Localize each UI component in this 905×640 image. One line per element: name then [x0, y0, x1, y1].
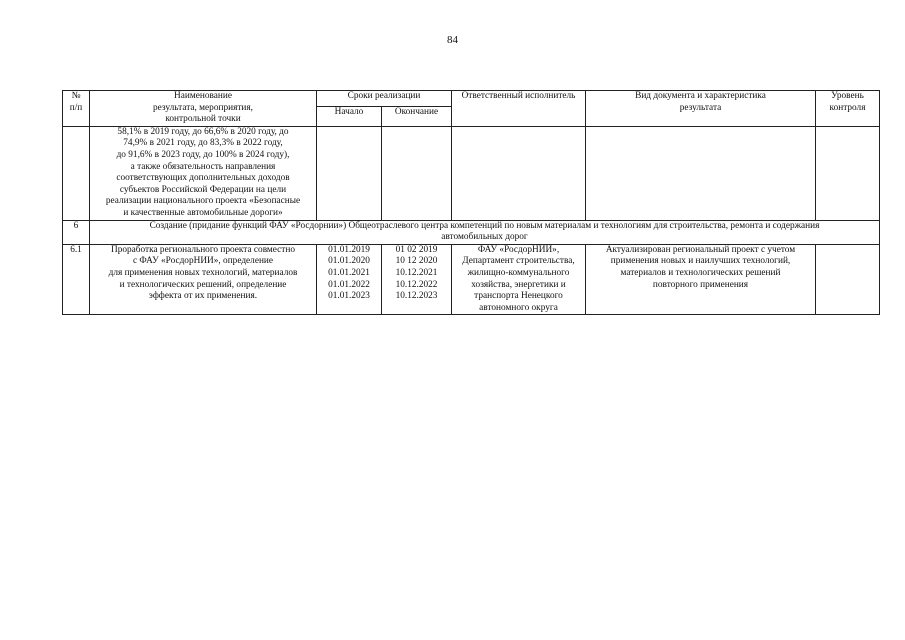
text-line: и качественные автомобильные дороги»: [123, 207, 283, 218]
text-line: 10.12.2023: [395, 291, 438, 302]
row-control-empty: [816, 244, 880, 315]
text-line: материалов и технологических решений: [620, 267, 781, 278]
text-line: 01.01.2019: [328, 244, 370, 255]
header-responsible: Ответственный исполнитель: [452, 91, 586, 127]
row-name: [90, 244, 317, 315]
header-num: [63, 91, 90, 127]
text-line: хозяйства, энергетики и: [471, 279, 566, 290]
text-line: для применения новых технологий, материалов: [108, 267, 298, 278]
cell-name: [90, 126, 317, 220]
header-control: [816, 91, 880, 127]
page-number: 84: [447, 34, 458, 46]
text-line: а также обязательность направления: [130, 161, 276, 172]
text-line: соответствующих дополнительных доходов: [116, 173, 290, 184]
text-line: 74,9% в 2021 году, до 83,3% в 2022 году,: [123, 138, 283, 149]
text-line: 01.01.2021: [328, 267, 370, 278]
text-line: Департамент строительства,: [462, 256, 575, 267]
text-line: эффекта от их применения.: [148, 291, 258, 302]
text-line: ФАУ «РосдорНИИ»,: [477, 244, 560, 255]
text-line: автономного округа: [479, 302, 558, 313]
row-doc-type: [586, 244, 816, 315]
text-line: Создание (придание функций ФАУ «Росдорнии») Общеотраслевого центра компетенций по новым материалам и технологиям для строительства, ремонта и содержания: [149, 220, 820, 231]
section-row: [63, 220, 880, 244]
cell-end-empty: [382, 126, 452, 220]
text-line: повторного применения: [652, 279, 749, 290]
text-line: до 91,6% в 2023 году, до 100% в 2024 году),: [116, 149, 290, 160]
text-line: 01.01.2022: [328, 279, 370, 290]
text-line: 10.12.2021: [395, 267, 438, 278]
text-line: 01 02 2019: [395, 244, 438, 255]
header-name: [90, 91, 317, 127]
header-row: [63, 91, 880, 107]
text-line: №: [71, 91, 81, 101]
text-line: 10 12 2020: [395, 256, 438, 267]
text-line: 01.01.2023: [328, 291, 370, 302]
text-line: жилищно-коммунального: [467, 267, 570, 278]
text-line: транспорта Ненецкого: [474, 291, 563, 302]
cell-num-empty: [63, 126, 90, 220]
row-responsible: [452, 244, 586, 315]
text-line: контрольной точки: [165, 114, 241, 125]
section-title: [90, 220, 880, 244]
cell-start-empty: [317, 126, 382, 220]
cell-doc-empty: [586, 126, 816, 220]
text-line: субъектов Российской Федерации на цели: [119, 184, 287, 195]
text-line: реализации национального проекта «Безопасные: [105, 196, 301, 207]
table-row: [63, 244, 880, 315]
text-line: Проработка регионального проекта совместно: [111, 244, 295, 255]
text-line: Наименование: [174, 91, 232, 101]
text-line: Актуализирован региональный проект с учетом: [605, 244, 796, 255]
section-num: 6: [63, 220, 90, 244]
plan-table: [62, 90, 880, 315]
row-end-dates: [382, 244, 452, 315]
cell-responsible-empty: [452, 126, 586, 220]
text-line: результата, мероприятия,: [153, 102, 253, 113]
text-line: 58,1% в 2019 году, до 66,6% в 2020 году, до: [117, 126, 289, 137]
text-line: автомобильных дорог: [441, 232, 528, 243]
header-start: Начало: [317, 106, 382, 126]
text-line: с ФАУ «РосдорНИИ», определение: [132, 256, 274, 267]
row-num: 6.1: [63, 244, 90, 315]
text-line: п/п: [69, 102, 83, 113]
text-line: применения новых и наилучших технологий,: [610, 256, 791, 267]
header-deadlines: Сроки реализации: [317, 91, 452, 107]
continuation-row: [63, 126, 880, 220]
text-line: 01.01.2020: [328, 256, 370, 267]
text-line: 10.12.2022: [395, 279, 438, 290]
text-line: и технологических решений, определение: [119, 279, 287, 290]
header-doc-type: [586, 91, 816, 127]
text-line: результата: [679, 102, 722, 113]
text-line: контроля: [829, 102, 866, 113]
text-line: Уровень: [831, 91, 864, 101]
cell-control-empty: [816, 126, 880, 220]
row-start-dates: [317, 244, 382, 315]
text-line: Вид документа и характеристика: [635, 91, 766, 101]
header-end: Окончание: [382, 106, 452, 126]
